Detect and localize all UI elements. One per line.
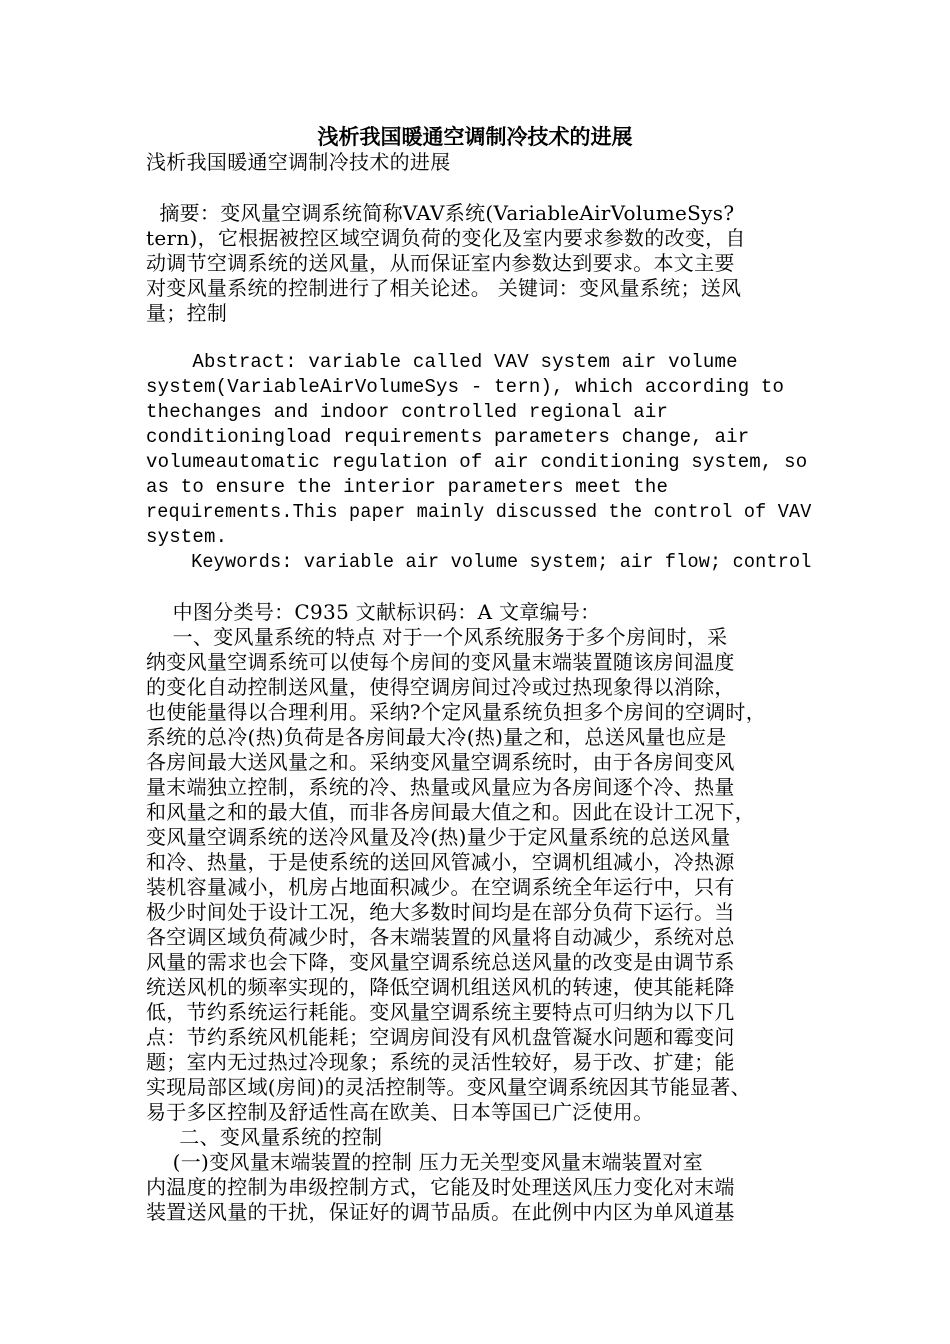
abstract-en-line: Abstract: variable called VAV system air volume bbox=[146, 351, 738, 373]
body-line: 各空调区域负荷减少时，各末端装置的风量将自动减少，系统对总 bbox=[146, 925, 735, 949]
body-line: (一)变风量末端装置的控制 压力无关型变风量末端装置对室 bbox=[146, 1150, 703, 1174]
body-line: 点：节约系统风机能耗；空调房间没有风机盘管凝水问题和霉变问 bbox=[146, 1025, 735, 1049]
body-line: 装置送风量的干扰，保证好的调节品质。在此例中内区为单风道基 bbox=[146, 1200, 735, 1224]
abstract-en-line: conditioningload requirements parameters change, air bbox=[146, 426, 750, 448]
body-line: 的变化自动控制送风量，使得空调房间过冷或过热现象得以消除， bbox=[146, 675, 735, 699]
body-line: 统送风机的频率实现的，降低空调机组送风机的转速，使其能耗降 bbox=[146, 975, 735, 999]
body-line: 和冷、热量，于是使系统的送回风管减小，空调机组减小，冷热源 bbox=[146, 850, 735, 874]
keywords-en-line: Keywords: variable air volume system; air flow; control bbox=[146, 551, 812, 573]
abstract-en-line: as to ensure the interior parameters meet the bbox=[146, 476, 669, 498]
body-line: 风量的需求也会下降，变风量空调系统总送风量的改变是由调节系 bbox=[146, 950, 735, 974]
body-line: 实现局部区域(房间)的灵活控制等。变风量空调系统因其节能显著、 bbox=[146, 1075, 751, 1099]
body-line: 低，节约系统运行耗能。变风量空调系统主要特点可归纳为以下几 bbox=[146, 1000, 735, 1024]
abstract-en-line: volumeautomatic regulation of air conditioning system, so bbox=[146, 451, 808, 473]
abstract-cn-line: 对变风量系统的控制进行了相关论述。 关键词：变风量系统；送风 bbox=[146, 276, 742, 300]
abstract-cn-line: 量；控制 bbox=[146, 301, 228, 325]
body-line: 易于多区控制及舒适性高在欧美、日本等国已广泛使用。 bbox=[146, 1100, 654, 1124]
body-line: 中图分类号：C935 文献标识码：A 文章编号： bbox=[146, 600, 601, 624]
abstract-en-line: system. bbox=[146, 526, 228, 548]
body-line: 极少时间处于设计工况，绝大多数时间均是在部分负荷下运行。当 bbox=[146, 900, 735, 924]
body-line: 量末端独立控制，系统的冷、热量或风量应为各房间逐个冷、热量 bbox=[146, 775, 735, 799]
body-line: 系统的总冷(热)负荷是各房间最大冷(热)量之和，总送风量也应是 bbox=[146, 725, 727, 749]
body-line: 变风量空调系统的送冷风量及冷(热)量少于定风量系统的总送风量 bbox=[146, 825, 731, 849]
body-line: 纳变风量空调系统可以使每个房间的变风量末端装置随该房间温度 bbox=[146, 650, 735, 674]
body-line: 也使能量得以合理利用。采纳?个定风量系统负担多个房间的空调时， bbox=[146, 700, 767, 724]
body-line: 和风量之和的最大值，而非各房间最大值之和。因此在设计工况下， bbox=[146, 800, 755, 824]
body-line: 内温度的控制为串级控制方式，它能及时处理送风压力变化对末端 bbox=[146, 1175, 735, 1199]
body-line: 一、变风量系统的特点 对于一个风系统服务于多个房间时，采 bbox=[146, 625, 728, 649]
document-subtitle: 浅析我国暖通空调制冷技术的进展 bbox=[146, 150, 451, 174]
abstract-en-line: requirements.This paper mainly discussed the control of VAV bbox=[146, 501, 812, 523]
document-title: 浅析我国暖通空调制冷技术的进展 bbox=[317, 124, 633, 149]
section-heading: 二、变风量系统的控制 bbox=[146, 1125, 383, 1149]
abstract-cn-line: 摘要：变风量空调系统简称VAV系统(VariableAirVolumeSys? bbox=[146, 201, 735, 225]
abstract-en-line: thechanges and indoor controlled regional air bbox=[146, 401, 669, 423]
abstract-en-line: system(VariableAirVolumeSys - tern), which according to bbox=[146, 376, 785, 398]
body-line: 各房间最大送风量之和。采纳变风量空调系统时，由于各房间变风 bbox=[146, 750, 735, 774]
abstract-cn-line: 动调节空调系统的送风量，从而保证室内参数达到要求。本文主要 bbox=[146, 251, 735, 275]
abstract-cn-line: tern)，它根据被控区域空调负荷的变化及室内要求参数的改变，自 bbox=[146, 226, 746, 250]
body-line: 题；室内无过热过冷现象；系统的灵活性较好，易于改、扩建；能 bbox=[146, 1050, 735, 1074]
body-line: 装机容量减小，机房占地面积减少。在空调系统全年运行中，只有 bbox=[146, 875, 735, 899]
